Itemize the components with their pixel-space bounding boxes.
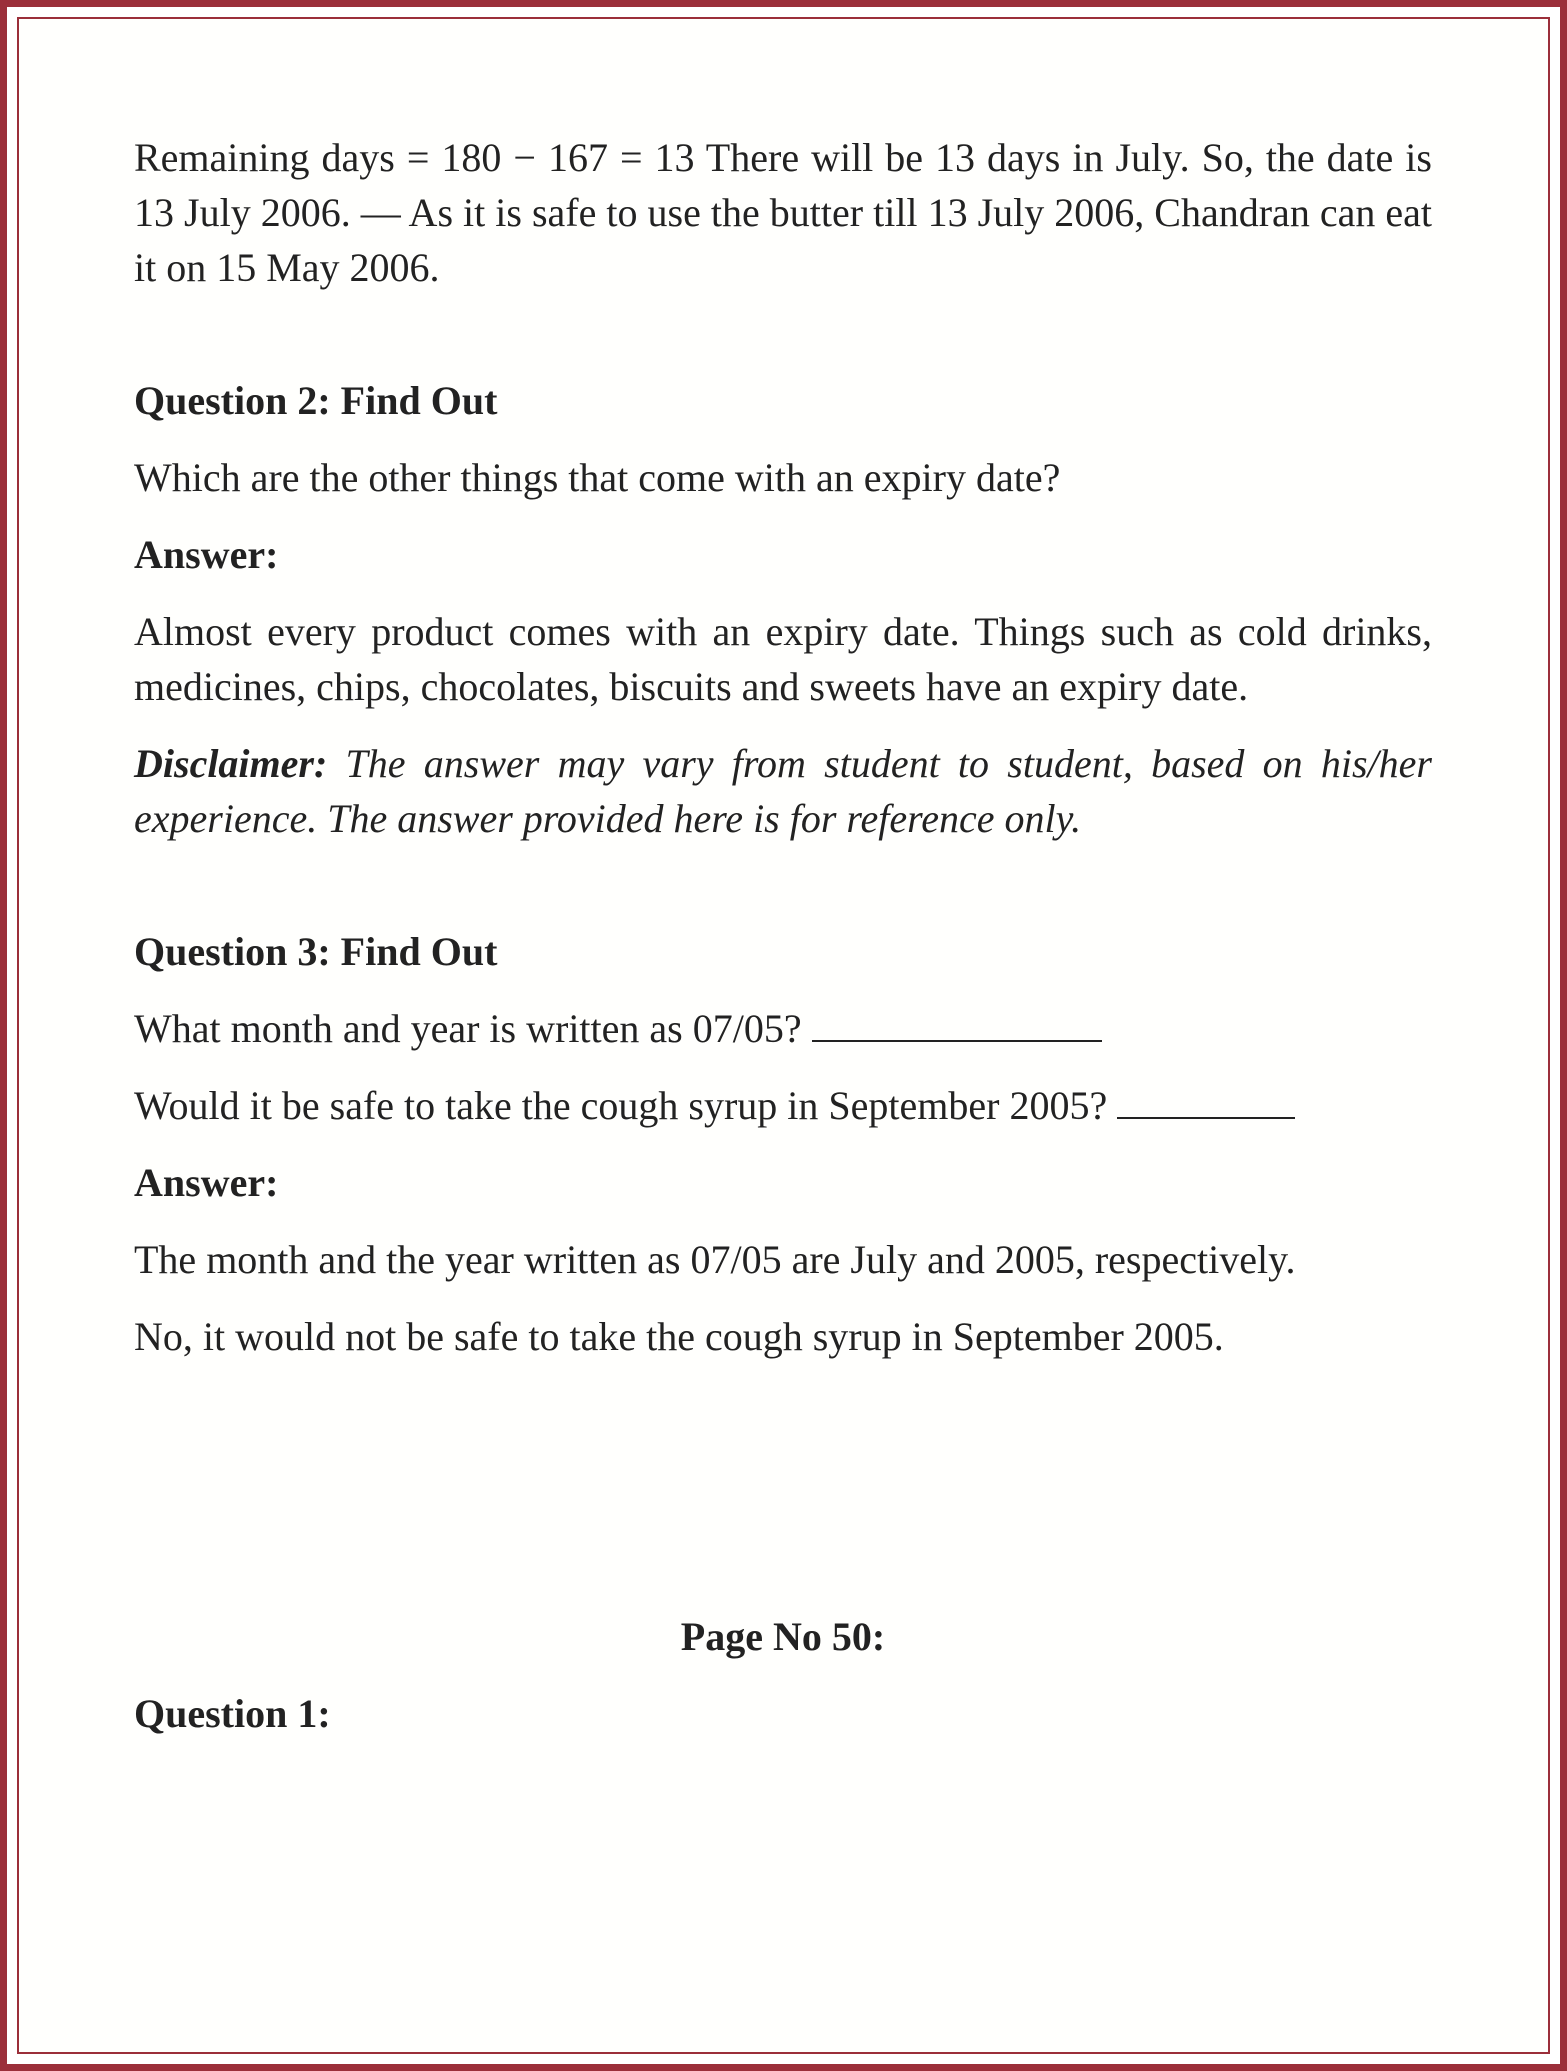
- question3-heading: Question 3: Find Out: [134, 929, 498, 974]
- question2-answer-label: Answer:: [134, 532, 279, 577]
- question2-answer: Almost every product comes with an expiry date. Things such as cold drinks, medicines, chips, chocolates, biscuits and sweets have an expiry date.: [134, 609, 1432, 709]
- question3-q2-text: Would it be safe to take the cough syrup in September 2005?: [134, 1083, 1108, 1128]
- question2-heading: Question 2: Find Out: [134, 378, 498, 423]
- answer-blank-1: [812, 1004, 1102, 1042]
- question3-q1-text: What month and year is written as 07/05?: [134, 1006, 802, 1051]
- question3-text-1: [134, 1001, 1432, 1056]
- intro-paragraph: Remaining days = 180 − 167 = 13 There will be 13 days in July. So, the date is 13 July 2006. — As it is safe to use the butter till 13 July 2006, Chandran can eat it on 15 May 2006.: [134, 135, 1432, 290]
- document-content: [134, 130, 1432, 1741]
- question3-answer-2: No, it would not be safe to take the cough syrup in September 2005.: [134, 1314, 1224, 1359]
- disclaimer-text: The answer may vary from student to student, based on his/her experience. The answer provided here is for reference only.: [134, 741, 1432, 841]
- answer-blank-2: [1117, 1081, 1295, 1119]
- page-number-heading: Page No 50:: [680, 1614, 886, 1659]
- next-question-heading: Question 1:: [134, 1691, 331, 1736]
- disclaimer-label: Disclaimer:: [134, 741, 328, 786]
- question3-answer-1: The month and the year written as 07/05 are July and 2005, respectively.: [134, 1237, 1296, 1282]
- question2-disclaimer: [134, 736, 1432, 846]
- question2-text: Which are the other things that come with an expiry date?: [134, 455, 1061, 500]
- question3-text-2: [134, 1078, 1432, 1133]
- question3-answer-label: Answer:: [134, 1160, 279, 1205]
